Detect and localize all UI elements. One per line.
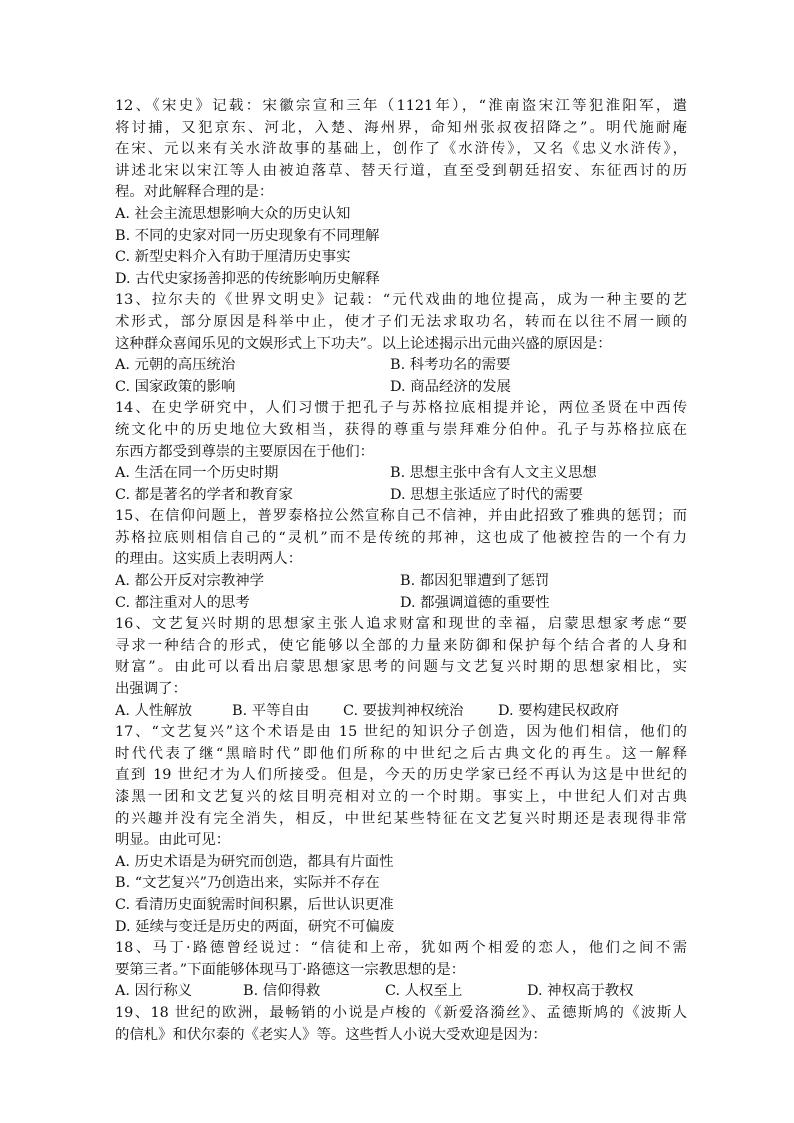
question-stem-line: 东西方都受到尊崇的主要原因在于他们： bbox=[115, 443, 375, 460]
question-stem-line: 16、文艺复兴时期的思想家主张人追求财富和现世的幸福，启蒙思想家考虑“要 bbox=[115, 616, 687, 633]
question-stem-line: 时代代表了继“黑暗时代”即他们所称的中世纪之后古典文化的再生。这一解释 bbox=[115, 745, 687, 762]
question-stem-line: 将讨捕，又犯京东、河北，入楚、海州界，命知州张叔夜招降之”。明代施耐庵 bbox=[115, 119, 687, 136]
option-d: D. 要构建民权政府 bbox=[498, 702, 619, 719]
option-a: A. 元朝的高压统治 bbox=[115, 357, 236, 374]
question-stem-line: 14、在史学研究中，人们习惯于把孔子与苏格拉底相提并论，两位圣贤在中西传 bbox=[115, 400, 687, 417]
option-c: C. 人权至上 bbox=[385, 983, 463, 1000]
question-14 bbox=[115, 398, 687, 506]
option-c: C. 国家政策的影响 bbox=[115, 378, 236, 395]
question-stem-line: 程。对此解释合理的是： bbox=[115, 184, 274, 201]
question-stem-line: 术形式，部分原因是科举中止，使才子们无法求取功名，转而在以往不屑一顾的 bbox=[115, 313, 687, 330]
question-19 bbox=[115, 1003, 687, 1046]
question-stem-line: 漆黑一团和文艺复兴的炫目明亮相对立的一个时期。事实上，中世纪人们对古典 bbox=[115, 789, 687, 805]
question-13 bbox=[115, 290, 687, 398]
option-c: C. 要拔判神权统治 bbox=[343, 702, 464, 719]
option-d: D. 都强调道德的重要性 bbox=[400, 594, 550, 611]
option-a: A. 人性解放 bbox=[115, 702, 193, 719]
option-b: B. 平等自由 bbox=[232, 702, 310, 719]
question-stem-line: 在宋、元以来有关水浒故事的基础上，创作了《水浒传》，又名《忠义水浒传》， bbox=[115, 141, 687, 158]
question-stem-line: 明显。由此可见： bbox=[115, 832, 231, 849]
question-stem-line: 的理由。这实质上表明两人： bbox=[115, 551, 303, 568]
question-stem-line: 的信札》和伏尔泰的《老实人》等。这些哲人小说大受欢迎是因为： bbox=[115, 1026, 547, 1043]
question-stem-line: 苏格拉底则相信自己的“灵机”而不是传统的邦神，这也成了他被控告的一个有力 bbox=[115, 529, 687, 546]
question-stem-line: 13、拉尔夫的《世界文明史》记载：“元代戏曲的地位提高，成为一种主要的艺 bbox=[115, 292, 687, 309]
option-d: D. 思想主张适应了时代的需要 bbox=[390, 486, 583, 503]
option-c: C. 新型史料介入有助于厘清历史事实 bbox=[115, 249, 351, 266]
question-16 bbox=[115, 614, 687, 722]
question-17 bbox=[115, 722, 687, 938]
question-stem-line: 这种群众喜闻乐见的文娱形式上下功夫”。以上论述揭示出元曲兴盛的原因是： bbox=[115, 335, 612, 352]
question-stem-line: 出强调了： bbox=[115, 681, 187, 698]
option-c: C. 都注重对人的思考 bbox=[115, 594, 250, 611]
option-d: D. 商品经济的发展 bbox=[390, 378, 511, 395]
option-a: A. 历史术语是为研究而创造，都具有片面性 bbox=[115, 853, 394, 870]
question-stem-line: 统文化中的历史地位大致相当，获得的尊重与崇拜难分伯仲。孔子与苏格拉底在 bbox=[115, 421, 687, 438]
question-stem-line: 19、18 世纪的欧洲，最畅销的小说是卢梭的《新爱洛漪丝》、孟德斯鸠的《波斯人 bbox=[115, 1004, 687, 1021]
option-b: B. 不同的史家对同一历史现象有不同理解 bbox=[115, 227, 380, 244]
option-b: B. 思想主张中含有人文主义思想 bbox=[390, 465, 597, 482]
option-b: B. 信仰得救 bbox=[243, 983, 321, 1000]
question-stem-line: 的兴趣并没有完全消失，相反，中世纪某些特征在文艺复兴时期还是表现得非常 bbox=[115, 810, 687, 827]
option-d: D. 古代史家扬善抑恶的传统影响历史解释 bbox=[115, 270, 380, 287]
question-stem-line: 财富”。由此可以看出启蒙思想家思考的问题与文艺复兴时期的思想家相比，实 bbox=[115, 659, 687, 676]
question-15 bbox=[115, 506, 687, 614]
question-stem-line: 直到 19 世纪才为人们所接受。但是，今天的历史学家已经不再认为这是中世纪的 bbox=[115, 767, 687, 784]
question-list bbox=[115, 96, 687, 1046]
option-b: B. “文艺复兴”乃创造出来，实际并不存在 bbox=[115, 875, 380, 892]
question-18 bbox=[115, 938, 687, 1003]
question-stem-line: 15、在信仰问题上，普罗泰格拉公然宣称自己不信神，并由此招致了雅典的惩罚；而 bbox=[115, 508, 687, 525]
option-a: A. 社会主流思想影响大众的历史认知 bbox=[115, 205, 351, 222]
question-stem-line: 12、《宋史》记载：宋徽宗宣和三年（1121年），“淮南盗宋江等犯淮阳军，遣 bbox=[115, 98, 687, 114]
option-b: B. 科考功名的需要 bbox=[390, 357, 511, 374]
option-c: C. 看清历史面貌需时间积累，后世认识更准 bbox=[115, 896, 394, 913]
option-b: B. 都因犯罪遭到了惩罚 bbox=[400, 573, 550, 590]
question-stem-line: 17、“文艺复兴”这个术语是由 15 世纪的知识分子创造，因为他们相信，他们的 bbox=[115, 724, 687, 741]
question-stem-line: 要第三者。”下面能够体现马丁·路德这一宗教思想的是： bbox=[115, 961, 466, 978]
option-a: A. 因行称义 bbox=[115, 983, 193, 1000]
question-stem-line: 讲述北宋以宋江等人由被迫落草、替天行道，直至受到朝廷招安、东征西讨的历 bbox=[115, 162, 687, 179]
question-stem-line: 18、马丁·路德曾经说过：“信徒和上帝，犹如两个相爱的恋人，他们之间不需 bbox=[115, 940, 687, 957]
option-d: D. 神权高于教权 bbox=[527, 983, 634, 1000]
option-a: A. 都公开反对宗教神学 bbox=[115, 573, 265, 590]
question-stem-line: 寻求一种结合的形式，使它能够以全部的力量来防御和保护每个结合者的人身和 bbox=[115, 637, 687, 654]
option-a: A. 生活在同一个历史时期 bbox=[115, 465, 279, 482]
option-c: C. 都是著名的学者和教育家 bbox=[115, 486, 293, 503]
question-12 bbox=[115, 96, 687, 290]
option-d: D. 延续与变迁是历史的两面，研究不可偏废 bbox=[115, 918, 395, 935]
